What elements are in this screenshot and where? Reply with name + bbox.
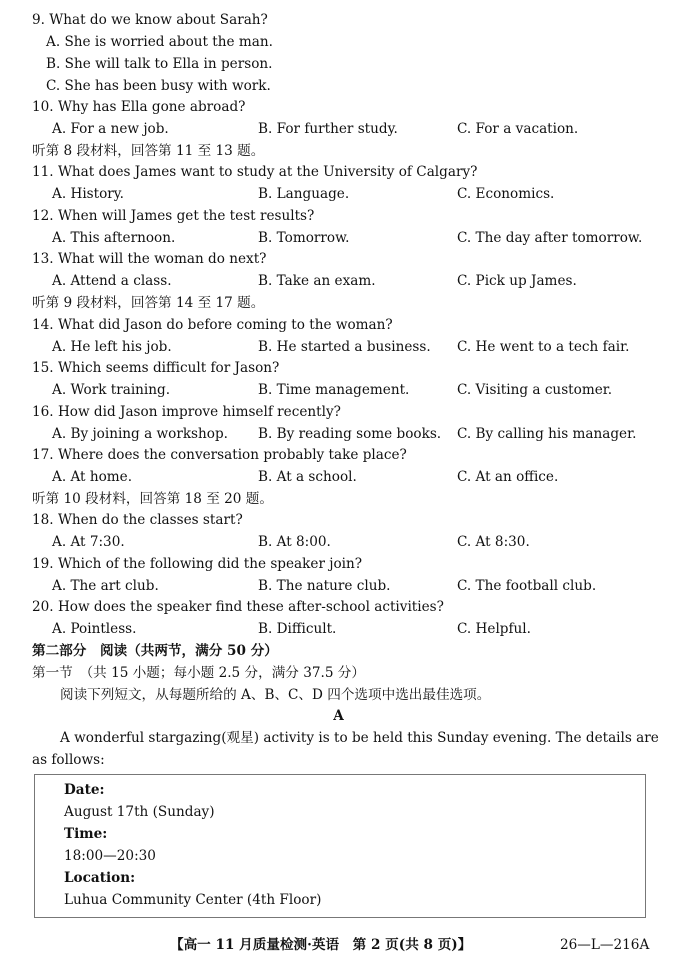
option-20c: C. Helpful. [457,621,531,637]
option-18c: C. At 8:30. [457,534,530,550]
option-17c: C. At an office. [457,469,559,485]
question-10: 10. Why has Ella gone abroad? [32,99,246,115]
option-11c: C. Economics. [457,186,555,202]
option-20b: B. Difficult. [258,621,337,637]
question-9: 9. What do we know about Sarah? [32,12,268,28]
option-11a: A. History. [52,186,124,202]
option-10c: C. For a vacation. [457,121,579,137]
option-19b: B. The nature club. [258,578,391,594]
question-19: 19. Which of the following did the speaker join? [32,556,363,572]
option-12b: B. Tomorrow. [258,230,350,246]
option-13c: C. Pick up James. [457,273,577,289]
option-19a: A. The art club. [52,578,159,594]
option-11b: B. Language. [258,186,350,202]
option-14b: B. He started a business. [258,339,431,355]
option-18b: B. At 8:00. [258,534,331,550]
option-15a: A. Work training. [52,382,171,398]
passage-intro-line-1: A wonderful stargazing(观星) activity is to be held this Sunday evening. The details are [60,730,659,746]
option-16c: C. By calling his manager. [457,426,637,442]
option-15c: C. Visiting a customer. [457,382,613,398]
option-15b: B. Time management. [258,382,410,398]
instruction-passage-10: 听第 10 段材料，回答第 18 至 20 题。 [32,491,273,507]
option-14c: C. He went to a tech fair. [457,339,630,355]
question-13: 13. What will the woman do next? [32,251,267,267]
option-16b: B. By reading some books. [258,426,442,442]
date-value: August 17th (Sunday) [64,804,215,820]
option-19c: C. The football club. [457,578,597,594]
section-1-heading: 第一节 （共 15 小题；每小题 2.5 分，满分 37.5 分） [32,665,365,681]
time-label: Time: [64,826,108,842]
location-label: Location: [64,870,136,886]
option-20a: A. Pointless. [52,621,137,637]
option-13a: A. Attend a class. [52,273,172,289]
instruction-passage-8: 听第 8 段材料，回答第 11 至 13 题。 [32,143,265,159]
question-17: 17. Where does the conversation probably take place? [32,447,407,463]
option-12a: A. This afternoon. [52,230,176,246]
event-details-box [34,774,646,918]
part-2-heading: 第二部分 阅读（共两节，满分 50 分） [32,643,278,659]
passage-intro-line-2: as follows: [32,752,105,768]
question-14: 14. What did Jason do before coming to the woman? [32,317,393,333]
option-14a: A. He left his job. [52,339,172,355]
footer-page-info: 【高一 11 月质量检测·英语 第 2 页(共 8 页)】 [170,937,472,953]
location-value: Luhua Community Center (4th Floor) [64,892,322,908]
question-11: 11. What does James want to study at the University of Calgary? [32,164,478,180]
instruction-passage-9: 听第 9 段材料，回答第 14 至 17 题。 [32,295,265,311]
question-12: 12. When will James get the test results? [32,208,315,224]
time-value: 18:00—20:30 [64,848,156,864]
option-17b: B. At a school. [258,469,357,485]
passage-label: A [333,708,344,724]
option-17a: A. At home. [52,469,133,485]
question-16: 16. How did Jason improve himself recently? [32,404,341,420]
option-10b: B. For further study. [258,121,398,137]
option-12c: C. The day after tomorrow. [457,230,643,246]
option-10a: A. For a new job. [52,121,169,137]
option-18a: A. At 7:30. [52,534,125,550]
footer-code: 26—L—216A [560,937,650,953]
option-9c: C. She has been busy with work. [46,78,271,94]
date-label: Date: [64,782,105,798]
question-18: 18. When do the classes start? [32,512,243,528]
option-9b: B. She will talk to Ella in person. [46,56,273,72]
option-16a: A. By joining a workshop. [52,426,228,442]
question-20: 20. How does the speaker find these after-school activities? [32,599,444,615]
option-13b: B. Take an exam. [258,273,376,289]
question-15: 15. Which seems difficult for Jason? [32,360,280,376]
reading-instruction: 阅读下列短文，从每题所给的 A、B、C、D 四个选项中选出最佳选项。 [60,687,491,703]
option-9a: A. She is worried about the man. [46,34,273,50]
